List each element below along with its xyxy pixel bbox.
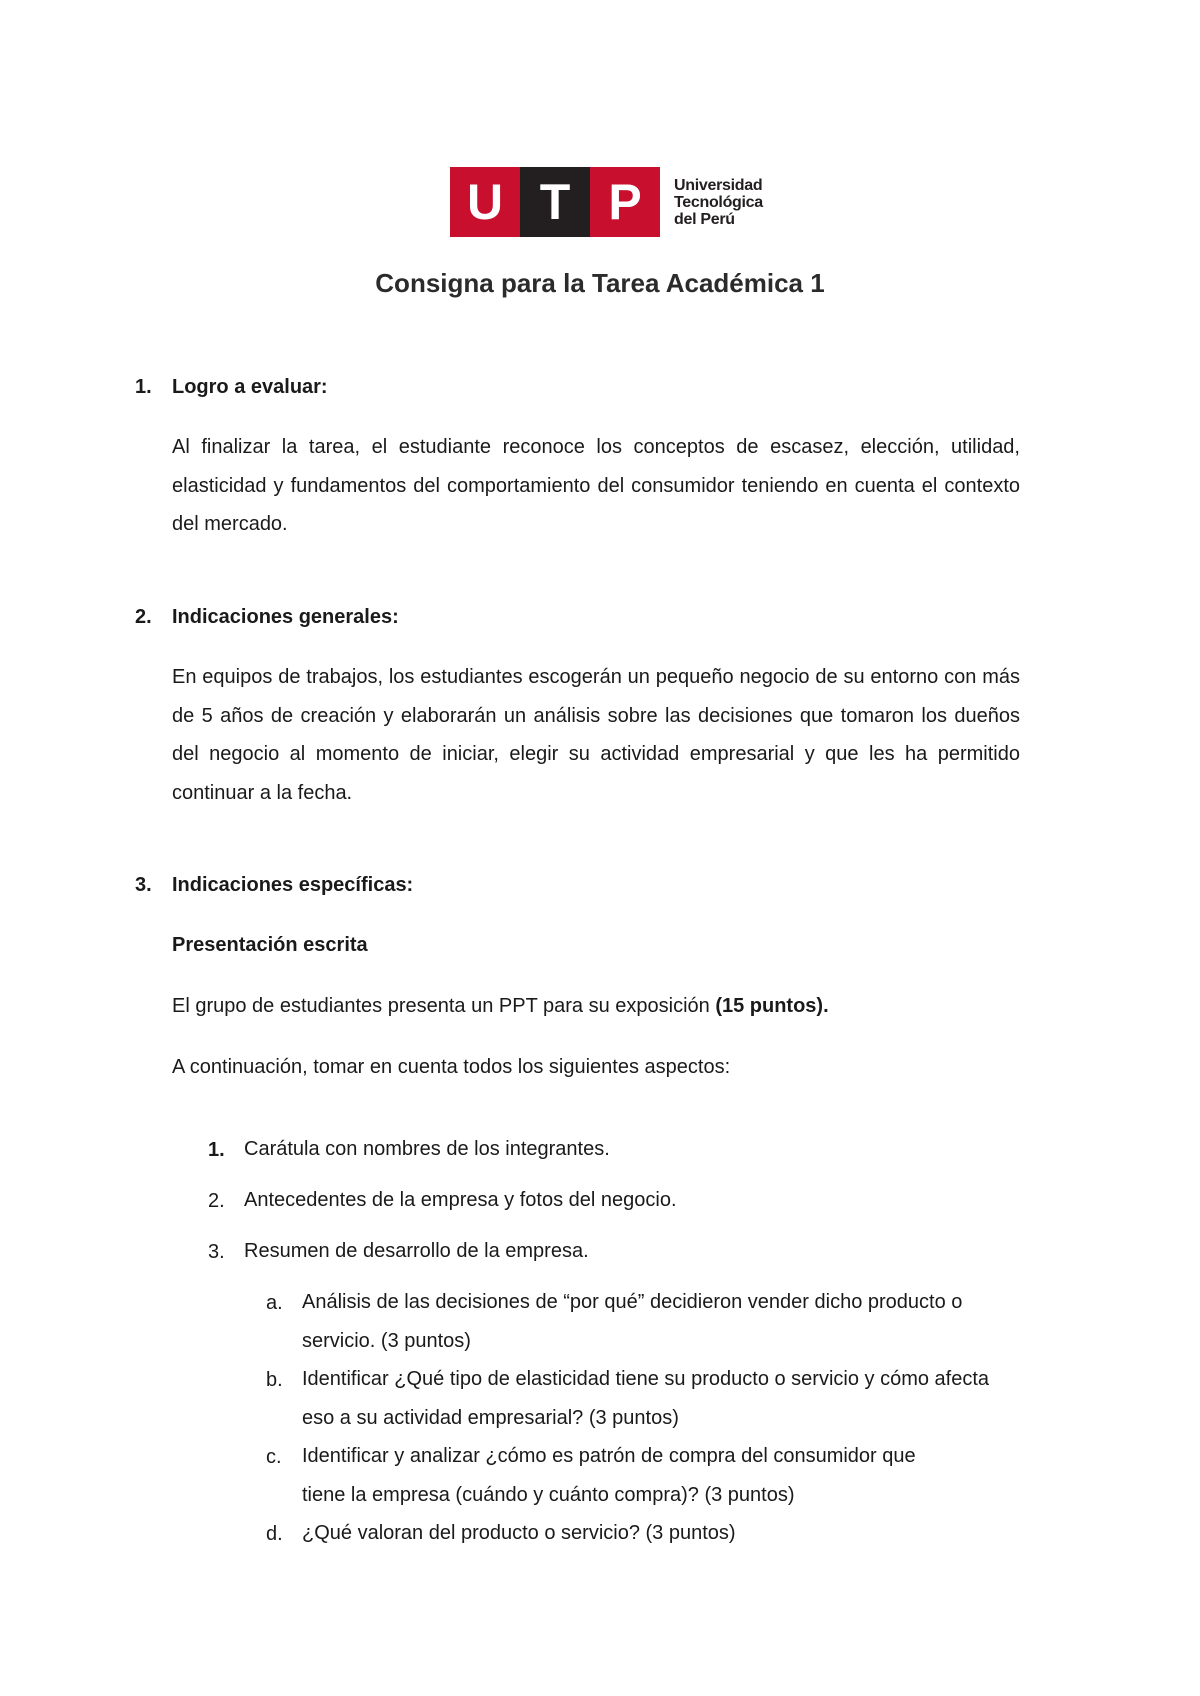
- section-3-heading: [135, 874, 413, 897]
- section-2-title: Indicaciones generales:: [172, 606, 399, 628]
- section-1-heading: [135, 376, 328, 399]
- logo-letter-p: P: [590, 167, 660, 237]
- intro-text: El grupo de estudiantes presenta un PPT para su exposición: [172, 995, 716, 1017]
- section-2-heading: [135, 606, 399, 629]
- sub-list-item-text: Análisis de las decisiones de “por qué” decidieron vender dicho producto o servicio. (3 puntos): [302, 1291, 963, 1352]
- intro-line: [172, 995, 829, 1018]
- section-3-number: 3.: [135, 874, 152, 896]
- aspects-line: A continuación, tomar en cuenta todos los siguientes aspectos:: [172, 1056, 731, 1078]
- section-1-number: 1.: [135, 376, 152, 398]
- logo-line-2: Tecnológica: [674, 193, 763, 211]
- sub-list-item-text: Identificar y analizar ¿cómo es patrón de compra del consumidor que tiene la empresa (cuándo y cuánto compra)? (3 puntos): [302, 1445, 916, 1506]
- logo-wordmark: [674, 177, 763, 228]
- logo-line-1: Universidad: [674, 176, 763, 194]
- intro-points: (15 puntos).: [715, 995, 829, 1017]
- sub-list-item-letter: c.: [266, 1446, 282, 1468]
- list-item-text: Carátula con nombres de los integrantes.: [244, 1138, 610, 1160]
- section-3-title: Indicaciones específicas:: [172, 874, 414, 896]
- presentation-subheading: Presentación escrita: [172, 934, 368, 956]
- list-item-text: Resumen de desarrollo de la empresa.: [244, 1240, 589, 1262]
- sub-list-item-letter: b.: [266, 1369, 283, 1391]
- sub-list-item-text: ¿Qué valoran del producto o servicio? (3 puntos): [302, 1522, 736, 1544]
- document-title: Consigna para la Tarea Académica 1: [375, 268, 825, 298]
- list-item-number: 2.: [208, 1190, 225, 1212]
- sub-list-item-text: Identificar ¿Qué tipo de elasticidad tiene su producto o servicio y cómo afecta eso a su actividad empresarial? (3 puntos): [302, 1368, 990, 1429]
- section-2-number: 2.: [135, 606, 152, 628]
- sub-list-item-letter: a.: [266, 1292, 283, 1314]
- logo-letter-u: U: [450, 167, 520, 237]
- logo-letter-t: T: [520, 167, 590, 237]
- section-1-title: Logro a evaluar:: [172, 376, 328, 398]
- sub-list-item-letter: d.: [266, 1523, 283, 1545]
- utp-logo: [450, 167, 763, 237]
- list-item-text: Antecedentes de la empresa y fotos del negocio.: [244, 1189, 677, 1211]
- section-2-paragraph: En equipos de trabajos, los estudiantes escogerán un pequeño negocio de su entorno con más de 5 años de creación y elaborarán un análisis sobre las decisiones que tomaron los dueños del negocio al momento de iniciar, elegir su actividad empresarial y que les ha permitido continuar a la fecha.: [172, 666, 1020, 804]
- logo-line-3: del Perú: [674, 210, 735, 228]
- section-1-paragraph: Al finalizar la tarea, el estudiante reconoce los conceptos de escasez, elección, utilidad, elasticidad y fundamentos del comportamiento del consumidor teniendo en cuenta el contexto del mercado.: [172, 436, 1020, 535]
- list-item-number: 3.: [208, 1241, 225, 1263]
- list-item-number: 1.: [208, 1139, 225, 1161]
